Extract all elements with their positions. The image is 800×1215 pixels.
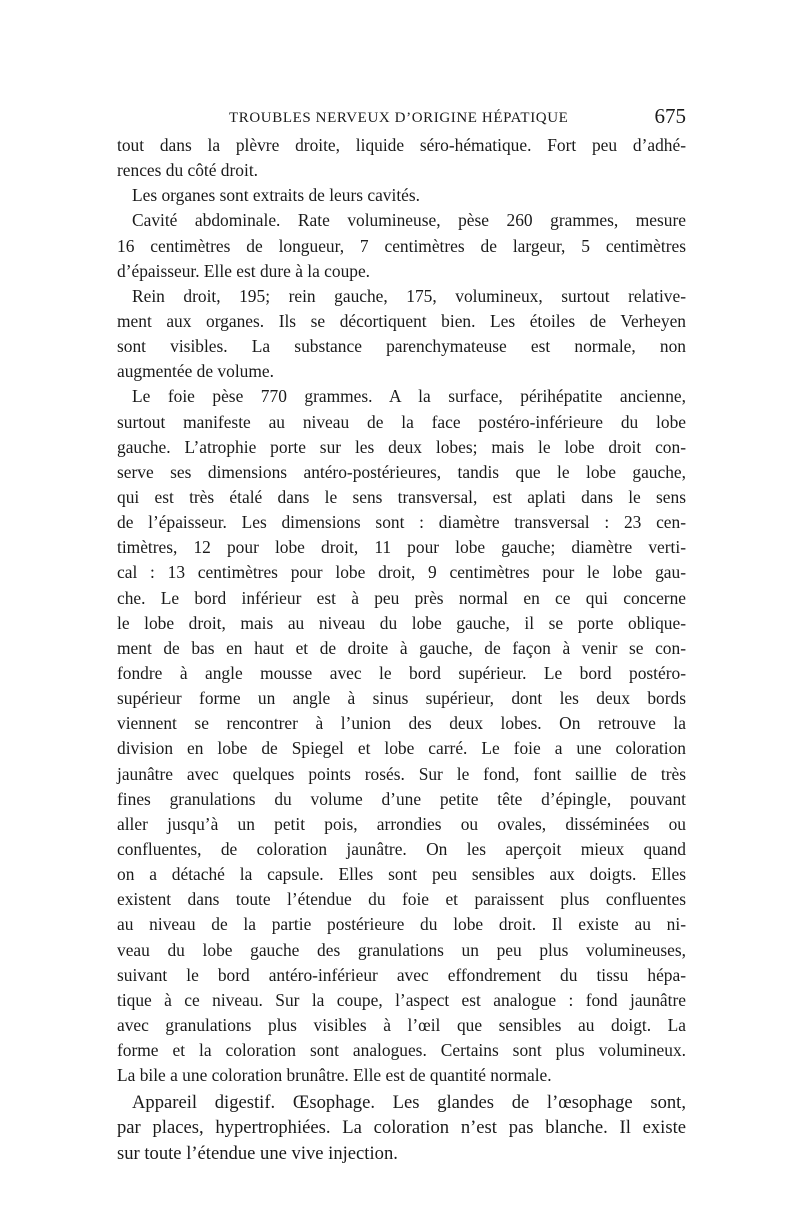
text-line: timètres, 12 pour lobe droit, 11 pour lobe gauche; diamètre verti- [117, 537, 686, 558]
page-header [117, 104, 686, 134]
running-head: TROUBLES NERVEUX D’ORIGINE HÉPATIQUE [229, 110, 569, 126]
text-line: 16 centimètres de longueur, 7 centimètres de largeur, 5 centimètres [117, 235, 686, 256]
body-text [117, 133, 686, 1166]
text-line: d’épaisseur. Elle est dure à la coupe. [117, 260, 371, 281]
text-line: rences du côté droit. [117, 160, 259, 181]
text-line: tique à ce niveau. Sur la coupe, l’aspect est analogue : fond jaunâtre [117, 989, 686, 1010]
text-line: ment aux organes. Ils se décortiquent bien. Les étoiles de Verheyen [117, 310, 686, 331]
text-line: gauche. L’atrophie porte sur les deux lobes; mais le lobe droit con- [117, 436, 686, 457]
text-line: fines granulations du volume d’une petite tête d’épingle, pouvant [117, 788, 686, 809]
text-line: surtout manifeste au niveau de la face postéro-inférieure du lobe [117, 411, 686, 432]
text-line: qui est très étalé dans le sens transversal, est aplati dans le sens [117, 486, 686, 507]
text-line: ment de bas en haut et de droite à gauche, de façon à venir se con- [117, 637, 686, 658]
text-line: le lobe droit, mais au niveau du lobe gauche, il se porte oblique- [117, 612, 686, 633]
text-line: Rein droit, 195; rein gauche, 175, volumineux, surtout relative- [132, 285, 686, 306]
text-line: sont visibles. La substance parenchymateuse est normale, non [117, 336, 686, 357]
text-line: fondre à angle mousse avec le bord supérieur. Le bord postéro- [117, 662, 686, 683]
text-line: par places, hypertrophiées. La coloration n’est pas blanche. Il existe [117, 1117, 686, 1139]
text-line: Cavité abdominale. Rate volumineuse, pèse 260 grammes, mesure [132, 210, 686, 231]
text-line: on a détaché la capsule. Elles sont peu sensibles aux doigts. Elles [117, 864, 686, 885]
text-line: Le foie pèse 770 grammes. A la surface, périhépatite ancienne, [132, 386, 686, 407]
text-line: Les organes sont extraits de leurs cavités. [132, 185, 420, 206]
text-line: cal : 13 centimètres pour lobe droit, 9 centimètres pour le lobe gau- [117, 562, 686, 583]
text-line: existent dans toute l’étendue du foie et paraissent plus confluentes [117, 889, 686, 910]
text-line: jaunâtre avec quelques points rosés. Sur le fond, font saillie de très [117, 763, 686, 784]
text-line: supérieur forme un angle à sinus supérieur, dont les deux bords [117, 688, 686, 709]
text-line: serve ses dimensions antéro-postérieures, tandis que le lobe gauche, [117, 461, 686, 482]
text-line: augmentée de volume. [117, 361, 274, 382]
text-line: viennent se rencontrer à l’union des deux lobes. On retrouve la [117, 713, 686, 734]
text-line: tout dans la plèvre droite, liquide séro-hématique. Fort peu d’adhé- [117, 135, 686, 155]
text-line: de l’épaisseur. Les dimensions sont : diamètre transversal : 23 cen- [117, 512, 686, 533]
text-line: division en lobe de Spiegel et lobe carré. Le foie a une coloration [117, 738, 686, 759]
text-line: che. Le bord inférieur est à peu près normal en ce qui concerne [117, 587, 686, 608]
text-line: aller jusqu’à un petit pois, arrondies ou ovales, disséminées ou [117, 813, 686, 834]
text-line: Appareil digestif. Œsophage. Les glandes de l’œsophage sont, [132, 1092, 686, 1114]
text-line: confluentes, de coloration jaunâtre. On les aperçoit mieux quand [117, 838, 686, 859]
text-line: avec granulations plus visibles à l’œil que sensibles au doigt. La [117, 1014, 686, 1035]
text-line: La bile a une coloration brunâtre. Elle est de quantité normale. [117, 1065, 552, 1086]
text-line: sur toute l’étendue une vive injection. [117, 1142, 398, 1164]
text-line: au niveau de la partie postérieure du lobe droit. Il existe au ni- [117, 914, 686, 935]
page-number: 675 [654, 104, 686, 128]
text-line: suivant le bord antéro-inférieur avec effondrement du tissu hépa- [117, 964, 686, 985]
text-line: veau du lobe gauche des granulations un peu plus volumineuses, [117, 939, 686, 960]
text-line: forme et la coloration sont analogues. Certains sont plus volumineux. [117, 1040, 686, 1061]
